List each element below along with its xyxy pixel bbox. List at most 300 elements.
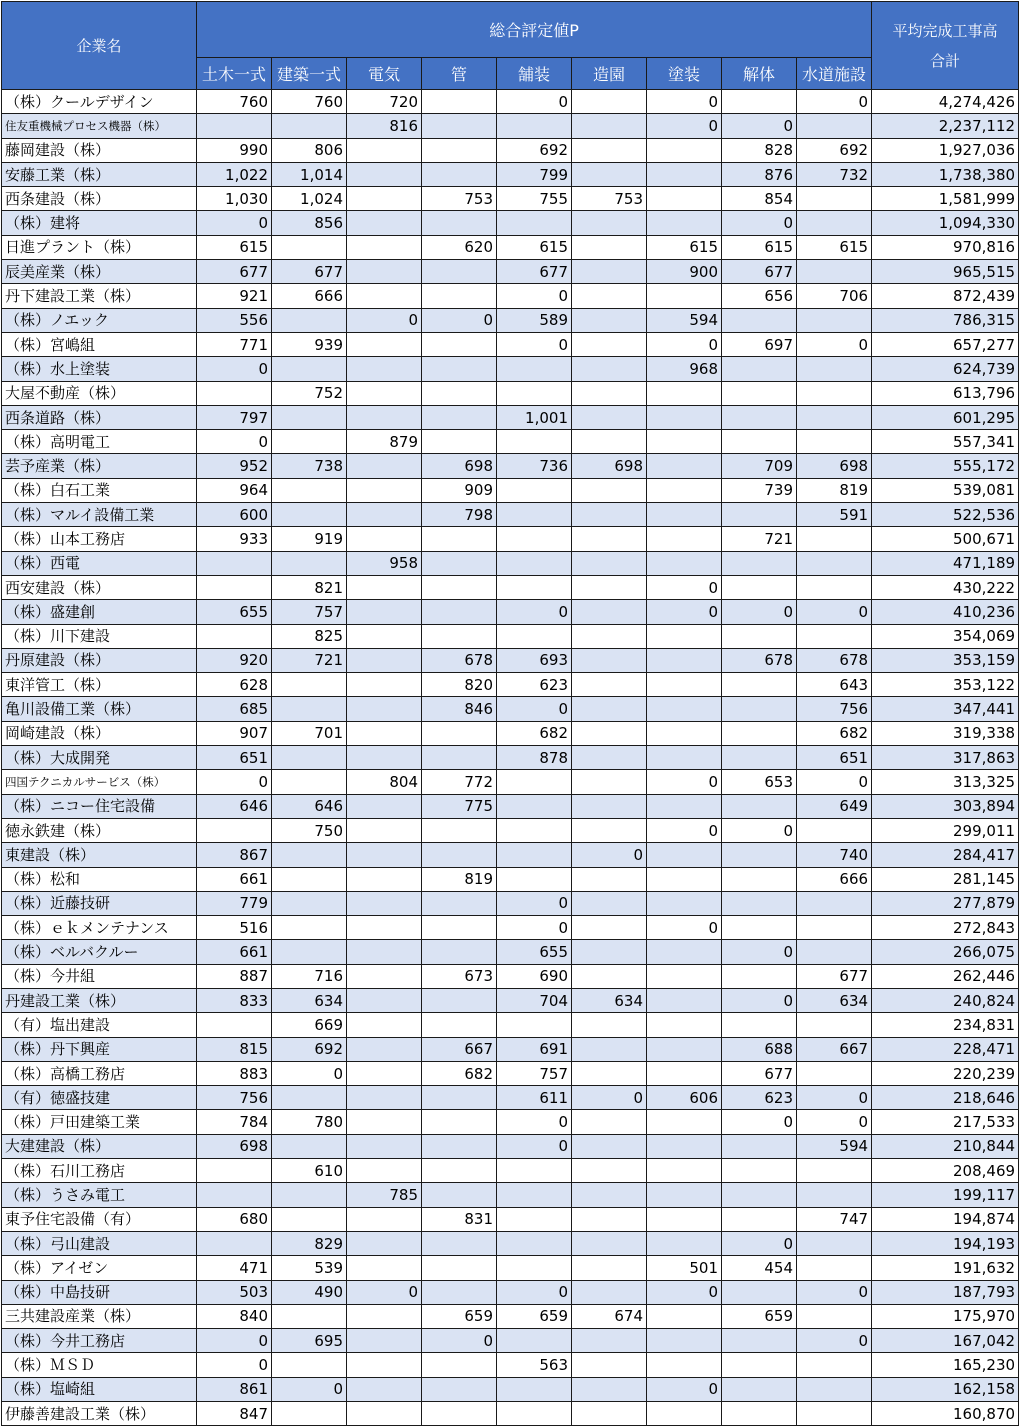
rating-cell xyxy=(197,1231,272,1255)
rating-cell: 828 xyxy=(722,138,797,162)
rating-cell xyxy=(647,454,722,478)
rating-cell xyxy=(422,1353,497,1377)
average-completed-works-cell: 1,581,999 xyxy=(872,187,1019,211)
rating-cell: 0 xyxy=(797,1280,872,1304)
rating-cell: 697 xyxy=(722,332,797,356)
rating-cell: 685 xyxy=(197,697,272,721)
rating-cell xyxy=(272,673,347,697)
rating-cell xyxy=(497,114,572,138)
average-completed-works-cell: 613,796 xyxy=(872,381,1019,405)
rating-cell xyxy=(572,332,647,356)
rating-cell xyxy=(272,770,347,794)
rating-cell xyxy=(647,648,722,672)
rating-cell xyxy=(422,527,497,551)
rating-cell: 615 xyxy=(647,235,722,259)
company-name-cell: （有）徳盛技建 xyxy=(2,1086,197,1110)
rating-cell xyxy=(422,746,497,770)
rating-cell xyxy=(647,1231,722,1255)
rating-cell: 0 xyxy=(722,1231,797,1255)
rating-cell xyxy=(422,1086,497,1110)
average-completed-works-cell: 217,533 xyxy=(872,1110,1019,1134)
rating-cell: 760 xyxy=(197,90,272,114)
rating-cell: 879 xyxy=(347,430,422,454)
rating-cell xyxy=(497,770,572,794)
rating-cell xyxy=(572,697,647,721)
rating-cell xyxy=(497,1183,572,1207)
rating-cell xyxy=(647,1061,722,1085)
table-row xyxy=(2,940,1019,964)
rating-cell xyxy=(647,1159,722,1183)
rating-cell xyxy=(422,430,497,454)
rating-cell: 643 xyxy=(797,673,872,697)
rating-cell: 771 xyxy=(197,332,272,356)
rating-cell: 1,001 xyxy=(497,405,572,429)
rating-cell xyxy=(347,1256,422,1280)
rating-cell xyxy=(572,260,647,284)
rating-cell xyxy=(197,381,272,405)
rating-cell: 815 xyxy=(197,1037,272,1061)
rating-cell xyxy=(347,600,422,624)
rating-cell xyxy=(272,503,347,527)
rating-cell xyxy=(422,332,497,356)
rating-cell xyxy=(647,1037,722,1061)
company-name-cell: 東予住宅設備（有） xyxy=(2,1207,197,1231)
rating-cell: 900 xyxy=(647,260,722,284)
average-completed-works-cell: 299,011 xyxy=(872,818,1019,842)
rating-cell: 952 xyxy=(197,454,272,478)
rating-cell: 610 xyxy=(272,1159,347,1183)
table-row xyxy=(2,1207,1019,1231)
rating-cell xyxy=(572,211,647,235)
rating-cell xyxy=(572,575,647,599)
rating-cell: 0 xyxy=(347,1280,422,1304)
rating-cell: 757 xyxy=(497,1061,572,1085)
rating-cell: 784 xyxy=(197,1110,272,1134)
rating-cell: 920 xyxy=(197,648,272,672)
rating-cell: 655 xyxy=(497,940,572,964)
table-row xyxy=(2,648,1019,672)
rating-cell xyxy=(272,1086,347,1110)
rating-cell xyxy=(272,1402,347,1426)
table-row xyxy=(2,308,1019,332)
rating-cell: 847 xyxy=(197,1402,272,1426)
table-row xyxy=(2,1183,1019,1207)
average-completed-works-cell: 208,469 xyxy=(872,1159,1019,1183)
header-category: 舗装 xyxy=(497,58,572,90)
rating-cell: 0 xyxy=(197,430,272,454)
rating-cell xyxy=(347,1377,422,1401)
average-completed-works-cell: 522,536 xyxy=(872,503,1019,527)
rating-cell: 695 xyxy=(272,1329,347,1353)
rating-cell xyxy=(572,1110,647,1134)
average-completed-works-cell: 218,646 xyxy=(872,1086,1019,1110)
rating-cell: 0 xyxy=(497,1280,572,1304)
rating-cell: 840 xyxy=(197,1304,272,1328)
average-completed-works-cell: 965,515 xyxy=(872,260,1019,284)
rating-cell xyxy=(647,964,722,988)
rating-cell xyxy=(197,551,272,575)
table-row xyxy=(2,794,1019,818)
rating-cell xyxy=(572,551,647,575)
rating-cell xyxy=(647,940,722,964)
rating-cell xyxy=(647,138,722,162)
rating-cell: 878 xyxy=(497,746,572,770)
rating-cell: 634 xyxy=(797,988,872,1012)
rating-cell: 692 xyxy=(797,138,872,162)
rating-cell xyxy=(572,1231,647,1255)
rating-cell xyxy=(347,843,422,867)
rating-cell xyxy=(272,867,347,891)
rating-cell: 606 xyxy=(647,1086,722,1110)
average-completed-works-cell: 234,831 xyxy=(872,1013,1019,1037)
rating-cell: 0 xyxy=(422,1329,497,1353)
rating-cell xyxy=(572,1329,647,1353)
rating-cell: 780 xyxy=(272,1110,347,1134)
rating-cell xyxy=(572,162,647,186)
rating-cell: 653 xyxy=(722,770,797,794)
rating-cell xyxy=(422,1134,497,1158)
rating-cell xyxy=(647,988,722,1012)
rating-cell: 760 xyxy=(272,90,347,114)
rating-cell: 0 xyxy=(497,332,572,356)
rating-cell: 747 xyxy=(797,1207,872,1231)
rating-cell: 0 xyxy=(497,1134,572,1158)
rating-cell xyxy=(347,818,422,842)
rating-cell xyxy=(572,1377,647,1401)
header-average-completed-works xyxy=(872,2,1019,90)
table-row xyxy=(2,1086,1019,1110)
rating-cell xyxy=(422,260,497,284)
rating-cell xyxy=(572,624,647,648)
rating-cell: 677 xyxy=(272,260,347,284)
rating-cell xyxy=(722,405,797,429)
rating-cell xyxy=(572,284,647,308)
average-completed-works-cell: 657,277 xyxy=(872,332,1019,356)
rating-cell xyxy=(797,1402,872,1426)
rating-cell: 753 xyxy=(422,187,497,211)
rating-cell: 0 xyxy=(722,988,797,1012)
rating-cell xyxy=(347,988,422,1012)
rating-cell xyxy=(497,1159,572,1183)
rating-cell xyxy=(797,1061,872,1085)
rating-cell xyxy=(572,1037,647,1061)
company-name-cell: 安藤工業（株） xyxy=(2,162,197,186)
rating-cell xyxy=(647,746,722,770)
rating-cell xyxy=(572,1353,647,1377)
rating-cell: 0 xyxy=(347,308,422,332)
company-name-cell: （株）ＭＳＤ xyxy=(2,1353,197,1377)
rating-cell: 716 xyxy=(272,964,347,988)
table-row xyxy=(2,138,1019,162)
company-name-cell: 日進プラント（株） xyxy=(2,235,197,259)
rating-cell xyxy=(347,332,422,356)
rating-cell xyxy=(272,551,347,575)
company-name-cell: 四国テクニカルサービス（株） xyxy=(2,770,197,794)
rating-cell xyxy=(497,867,572,891)
average-completed-works-cell: 194,874 xyxy=(872,1207,1019,1231)
company-name-cell: 伊藤善建設工業（株） xyxy=(2,1402,197,1426)
rating-cell: 667 xyxy=(422,1037,497,1061)
table-row xyxy=(2,1256,1019,1280)
average-completed-works-cell: 471,189 xyxy=(872,551,1019,575)
rating-cell xyxy=(572,1183,647,1207)
header-total-line2: 合計 xyxy=(930,51,961,70)
rating-cell: 821 xyxy=(272,575,347,599)
rating-cell: 0 xyxy=(722,114,797,138)
table-row xyxy=(2,600,1019,624)
rating-cell xyxy=(197,624,272,648)
rating-cell xyxy=(572,794,647,818)
rating-cell: 682 xyxy=(497,721,572,745)
table-row xyxy=(2,1159,1019,1183)
rating-cell: 0 xyxy=(572,843,647,867)
rating-cell: 620 xyxy=(422,235,497,259)
rating-cell: 831 xyxy=(422,1207,497,1231)
rating-cell xyxy=(497,1402,572,1426)
rating-cell xyxy=(272,1353,347,1377)
rating-cell xyxy=(347,454,422,478)
average-completed-works-cell: 555,172 xyxy=(872,454,1019,478)
rating-cell xyxy=(422,624,497,648)
rating-cell xyxy=(347,697,422,721)
rating-cell xyxy=(572,673,647,697)
rating-cell xyxy=(647,1183,722,1207)
average-completed-works-cell: 353,159 xyxy=(872,648,1019,672)
rating-cell: 666 xyxy=(272,284,347,308)
rating-cell: 732 xyxy=(797,162,872,186)
rating-cell: 0 xyxy=(797,90,872,114)
rating-cell xyxy=(722,1353,797,1377)
rating-cell: 0 xyxy=(497,916,572,940)
rating-cell xyxy=(722,697,797,721)
rating-cell: 833 xyxy=(197,988,272,1012)
rating-cell: 698 xyxy=(197,1134,272,1158)
table-row xyxy=(2,90,1019,114)
rating-cell xyxy=(422,1280,497,1304)
table-row xyxy=(2,162,1019,186)
rating-cell: 594 xyxy=(647,308,722,332)
rating-cell xyxy=(422,988,497,1012)
rating-cell: 0 xyxy=(197,211,272,235)
rating-cell xyxy=(572,114,647,138)
rating-cell: 0 xyxy=(497,90,572,114)
rating-cell xyxy=(497,624,572,648)
rating-cell xyxy=(722,964,797,988)
rating-cell: 677 xyxy=(722,260,797,284)
table-row xyxy=(2,746,1019,770)
rating-cell xyxy=(647,187,722,211)
rating-cell xyxy=(272,308,347,332)
average-completed-works-cell: 175,970 xyxy=(872,1304,1019,1328)
rating-cell xyxy=(422,357,497,381)
rating-cell: 0 xyxy=(197,770,272,794)
rating-cell xyxy=(797,527,872,551)
rating-cell: 756 xyxy=(197,1086,272,1110)
rating-cell xyxy=(347,284,422,308)
table-body xyxy=(2,90,1019,1426)
rating-cell xyxy=(572,478,647,502)
rating-cell xyxy=(347,1134,422,1158)
rating-cell xyxy=(272,430,347,454)
table-row xyxy=(2,843,1019,867)
company-name-cell: 辰美産業（株） xyxy=(2,260,197,284)
header-total-line1: 平均完成工事高 xyxy=(892,21,998,40)
rating-cell xyxy=(422,405,497,429)
rating-cell: 651 xyxy=(197,746,272,770)
table-row xyxy=(2,624,1019,648)
rating-cell: 0 xyxy=(797,1110,872,1134)
rating-cell: 503 xyxy=(197,1280,272,1304)
rating-cell: 692 xyxy=(272,1037,347,1061)
rating-cell: 1,030 xyxy=(197,187,272,211)
rating-cell xyxy=(572,430,647,454)
rating-cell: 829 xyxy=(272,1231,347,1255)
table-row xyxy=(2,260,1019,284)
rating-cell xyxy=(422,916,497,940)
rating-cell xyxy=(422,721,497,745)
company-name-cell: 徳永鉄建（株） xyxy=(2,818,197,842)
rating-cell: 721 xyxy=(722,527,797,551)
rating-cell xyxy=(797,308,872,332)
company-name-cell: （株）高明電工 xyxy=(2,430,197,454)
header-group-total-rating: 総合評定値P xyxy=(197,2,872,58)
rating-cell: 738 xyxy=(272,454,347,478)
rating-cell xyxy=(797,1013,872,1037)
table-row xyxy=(2,332,1019,356)
table-row xyxy=(2,551,1019,575)
rating-cell: 651 xyxy=(797,746,872,770)
rating-cell: 909 xyxy=(422,478,497,502)
rating-cell xyxy=(347,1402,422,1426)
rating-cell xyxy=(272,1134,347,1158)
company-name-cell: （株）アイゼン xyxy=(2,1256,197,1280)
rating-cell: 0 xyxy=(722,940,797,964)
rating-cell xyxy=(347,1207,422,1231)
table-row xyxy=(2,114,1019,138)
rating-cell xyxy=(647,843,722,867)
header-category: 解体 xyxy=(722,58,797,90)
rating-cell xyxy=(347,1304,422,1328)
company-name-cell: 丹下建設工業（株） xyxy=(2,284,197,308)
rating-cell xyxy=(797,818,872,842)
company-name-cell: （株）近藤技研 xyxy=(2,891,197,915)
company-name-cell: 岡崎建設（株） xyxy=(2,721,197,745)
rating-cell: 0 xyxy=(497,600,572,624)
rating-cell xyxy=(797,575,872,599)
rating-cell: 739 xyxy=(722,478,797,502)
rating-cell: 736 xyxy=(497,454,572,478)
rating-cell: 968 xyxy=(647,357,722,381)
company-name-cell: （株）川下建設 xyxy=(2,624,197,648)
table-row xyxy=(2,187,1019,211)
rating-cell xyxy=(422,1013,497,1037)
company-name-cell: （株）弓山建設 xyxy=(2,1231,197,1255)
rating-cell: 623 xyxy=(497,673,572,697)
rating-cell xyxy=(497,527,572,551)
rating-cell xyxy=(572,1134,647,1158)
average-completed-works-cell: 1,927,036 xyxy=(872,138,1019,162)
rating-cell xyxy=(347,405,422,429)
rating-cell xyxy=(572,964,647,988)
rating-cell: 661 xyxy=(197,940,272,964)
company-name-cell: （株）今井組 xyxy=(2,964,197,988)
rating-cell xyxy=(572,746,647,770)
rating-cell: 623 xyxy=(722,1086,797,1110)
average-completed-works-cell: 266,075 xyxy=(872,940,1019,964)
company-name-cell: 東建設（株） xyxy=(2,843,197,867)
rating-cell: 678 xyxy=(797,648,872,672)
rating-cell: 591 xyxy=(797,503,872,527)
rating-cell: 659 xyxy=(497,1304,572,1328)
rating-cell xyxy=(572,916,647,940)
table-row xyxy=(2,770,1019,794)
rating-cell xyxy=(272,405,347,429)
rating-cell xyxy=(497,818,572,842)
rating-cell xyxy=(797,940,872,964)
rating-cell: 958 xyxy=(347,551,422,575)
table-row xyxy=(2,1304,1019,1328)
rating-cell xyxy=(647,211,722,235)
average-completed-works-cell: 210,844 xyxy=(872,1134,1019,1158)
rating-cell xyxy=(647,405,722,429)
rating-cell xyxy=(272,357,347,381)
rating-cell xyxy=(347,1013,422,1037)
rating-cell xyxy=(347,891,422,915)
rating-cell: 0 xyxy=(497,1110,572,1134)
rating-cell xyxy=(647,478,722,502)
rating-cell xyxy=(797,1377,872,1401)
rating-cell xyxy=(722,1183,797,1207)
rating-cell xyxy=(347,381,422,405)
rating-cell xyxy=(272,916,347,940)
rating-cell: 933 xyxy=(197,527,272,551)
rating-cell xyxy=(497,1207,572,1231)
rating-cell: 691 xyxy=(497,1037,572,1061)
company-name-cell: （株）石川工務店 xyxy=(2,1159,197,1183)
table-row xyxy=(2,697,1019,721)
average-completed-works-cell: 786,315 xyxy=(872,308,1019,332)
average-completed-works-cell: 167,042 xyxy=(872,1329,1019,1353)
rating-cell: 0 xyxy=(647,90,722,114)
company-name-cell: （株）水上塗装 xyxy=(2,357,197,381)
rating-cell: 678 xyxy=(422,648,497,672)
rating-cell xyxy=(797,624,872,648)
rating-cell xyxy=(272,746,347,770)
rating-cell xyxy=(722,357,797,381)
rating-cell: 698 xyxy=(797,454,872,478)
company-name-cell: 西条道路（株） xyxy=(2,405,197,429)
rating-cell xyxy=(197,818,272,842)
rating-cell xyxy=(797,114,872,138)
rating-cell: 0 xyxy=(647,600,722,624)
rating-cell: 752 xyxy=(272,381,347,405)
rating-cell xyxy=(797,430,872,454)
rating-cell xyxy=(572,357,647,381)
average-completed-works-cell: 4,274,426 xyxy=(872,90,1019,114)
rating-cell: 887 xyxy=(197,964,272,988)
header-category: 電気 xyxy=(347,58,422,90)
rating-cell xyxy=(422,891,497,915)
rating-cell xyxy=(722,891,797,915)
table-row xyxy=(2,1013,1019,1037)
company-name-cell: （株）塩崎組 xyxy=(2,1377,197,1401)
rating-cell xyxy=(722,308,797,332)
company-name-cell: 西安建設（株） xyxy=(2,575,197,599)
rating-cell xyxy=(272,1304,347,1328)
rating-cell: 0 xyxy=(797,600,872,624)
table-row xyxy=(2,988,1019,1012)
company-name-cell: （株）ｅｋメンテナンス xyxy=(2,916,197,940)
